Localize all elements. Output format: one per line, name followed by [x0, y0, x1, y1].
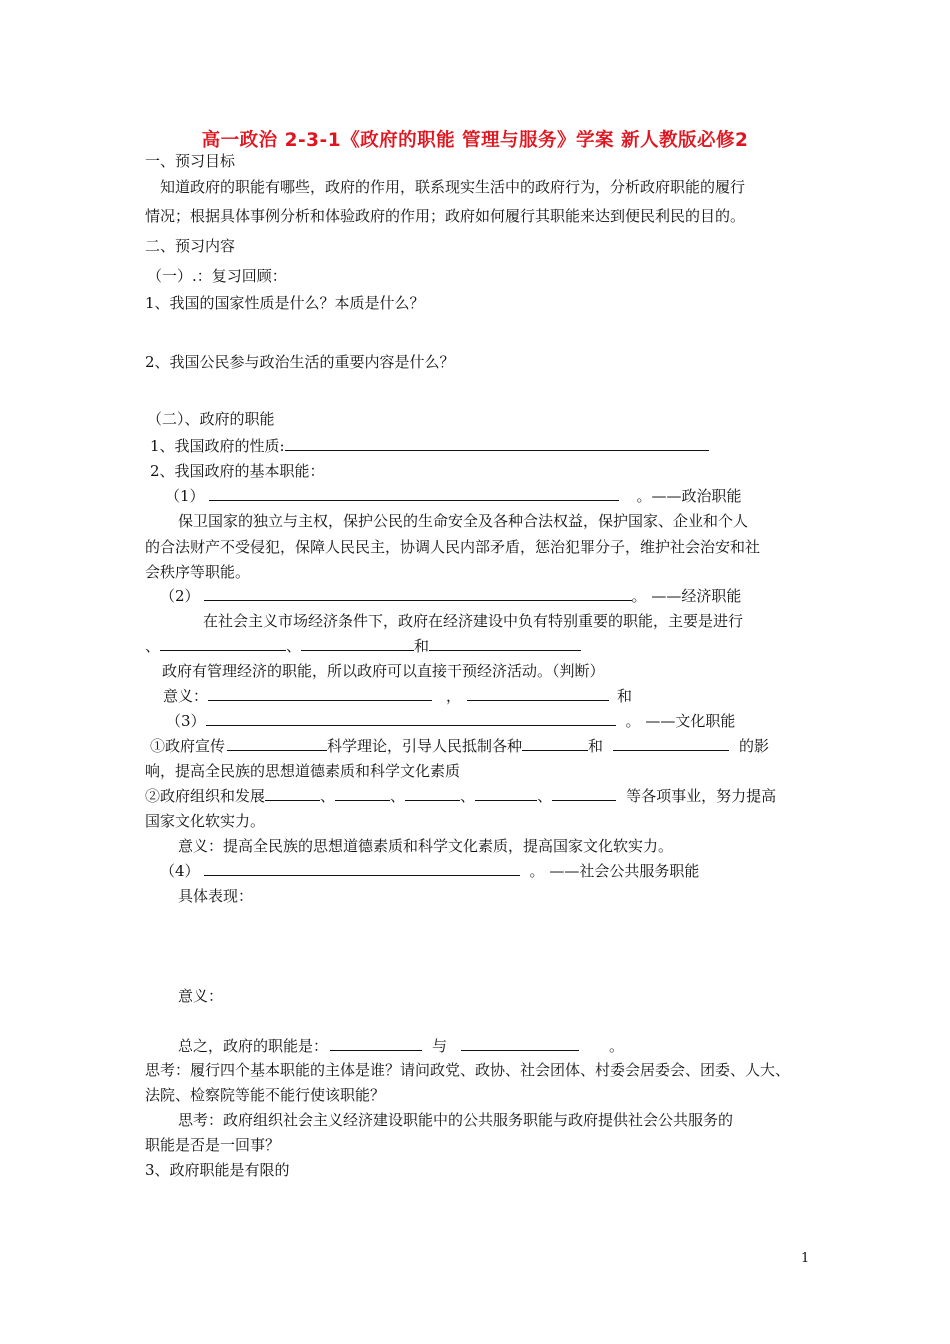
text: 。: [609, 1037, 625, 1055]
function-1-blank[interactable]: [209, 486, 619, 501]
cultural-line-3: [145, 786, 776, 806]
comma: ，: [446, 687, 462, 705]
text: 科学理论，引导人民抵制各种: [327, 737, 523, 755]
text: 等各项事业，努力提高: [626, 787, 777, 805]
economic-meaning-row: [163, 686, 632, 706]
cultural-line-1: [150, 736, 769, 756]
limited-functions-heading: 3、政府职能是有限的: [145, 1161, 290, 1179]
cultural-line-2: 响，提高全民族的思想道德素质和科学文化素质: [145, 762, 461, 780]
separator: 、: [320, 787, 336, 805]
section-heading-preview-goals: 一、预习目标: [145, 152, 236, 170]
function-3-number: （3）: [166, 712, 206, 730]
cultural-blank-8[interactable]: [552, 786, 616, 801]
function-2-number: （2）: [160, 587, 200, 605]
economic-blank-3[interactable]: [429, 636, 581, 651]
function-4-blank[interactable]: [204, 861, 520, 876]
think-2-line-1: 思考：政府组织社会主义经济建设职能中的公共服务职能与政府提供社会公共服务的: [178, 1111, 734, 1129]
function-4-tail: 。 ——社会公共服务职能: [529, 862, 700, 880]
text: 与: [432, 1037, 448, 1055]
section-heading-preview-content: 二、预习内容: [145, 237, 236, 255]
separator: 、: [286, 637, 302, 655]
function-1-row: [165, 486, 742, 506]
cultural-blank-2[interactable]: [522, 736, 588, 751]
economic-desc-line-1: 在社会主义市场经济条件下，政府在经济建设中负有特别重要的职能，主要是进行: [203, 612, 744, 630]
government-nature-blank[interactable]: [285, 436, 709, 451]
function-2-tail: 。 ——经济职能: [631, 587, 742, 605]
summary-blank-2[interactable]: [461, 1036, 579, 1051]
cultural-blank-1[interactable]: [227, 736, 327, 751]
economic-blank-1[interactable]: [160, 636, 286, 651]
page-number: 1: [801, 1251, 810, 1266]
political-desc-line-3: 会秩序等职能。: [145, 563, 251, 581]
subheading-review: （一）.：复习回顾：: [147, 267, 287, 285]
function-2-row: [160, 586, 741, 606]
conjunction: 和: [617, 687, 633, 705]
separator: 、: [145, 637, 161, 655]
separator: 、: [460, 787, 476, 805]
text: 的影: [739, 737, 770, 755]
meaning-label: 意义：: [163, 687, 209, 705]
function-1-tail: 。——政治职能: [636, 487, 742, 505]
cultural-blank-5[interactable]: [335, 786, 390, 801]
function-3-tail: 。 ——文化职能: [625, 712, 736, 730]
basic-functions-label: 2、我国政府的基本职能：: [150, 462, 325, 480]
goals-text-line-1: 知道政府的职能有哪些，政府的作用，联系现实生活中的政府行为，分析政府职能的履行: [160, 178, 746, 196]
political-desc-line-2: 的合法财产不受侵犯，保障人民民主，协调人民内部矛盾，惩治犯罪分子，维护社会治安和社: [145, 538, 761, 556]
function-1-number: （1）: [165, 487, 205, 505]
economic-blanks-row: [145, 636, 581, 656]
concrete-performance-label: 具体表现：: [178, 887, 254, 905]
think-2-line-2: 职能是否是一回事？: [145, 1136, 281, 1154]
function-4-number: （4）: [160, 862, 200, 880]
text: 总之，政府的职能是：: [178, 1037, 329, 1055]
separator: 、: [390, 787, 406, 805]
text: ①政府宣传: [150, 737, 226, 755]
page-title: 高一政治 2-3-1《政府的职能 管理与服务》学案 新人教版必修2: [201, 130, 749, 151]
government-nature-row: [150, 436, 709, 456]
economic-blank-2[interactable]: [301, 636, 414, 651]
question-2: 2、我国公民参与政治生活的重要内容是什么？: [145, 353, 455, 371]
function-2-blank[interactable]: [204, 586, 632, 601]
cultural-blank-6[interactable]: [405, 786, 460, 801]
economic-judge-statement: 政府有管理经济的职能，所以政府可以直接干预经济活动。（判断）: [162, 662, 605, 680]
government-nature-label: 1、我国政府的性质:: [150, 437, 285, 455]
think-1-line-2: 法院、检察院等能不能行使该职能？: [145, 1086, 386, 1104]
cultural-line-4: 国家文化软实力。: [145, 812, 266, 830]
political-desc-line-1: 保卫国家的独立与主权，保护公民的生命安全及各种合法权益，保护国家、企业和个人: [178, 512, 749, 530]
conjunction: 和: [414, 637, 430, 655]
cultural-blank-4[interactable]: [265, 786, 320, 801]
text: ②政府组织和发展: [145, 787, 266, 805]
goals-text-line-2: 情况；根据具体事例分析和体验政府的作用；政府如何履行其职能来达到便民利民的目的。: [145, 207, 746, 225]
separator: 、: [537, 787, 553, 805]
public-service-meaning-label: 意义：: [178, 987, 224, 1005]
summary-row: [178, 1036, 624, 1056]
function-4-row: [160, 861, 699, 881]
subheading-government-functions: （二）、政府的职能: [147, 410, 275, 428]
cultural-blank-3[interactable]: [613, 736, 729, 751]
meaning-blank-1[interactable]: [208, 686, 432, 701]
cultural-blank-7[interactable]: [475, 786, 537, 801]
summary-blank-1[interactable]: [330, 1036, 422, 1051]
function-3-row: [166, 711, 735, 731]
text: 和: [588, 737, 604, 755]
meaning-blank-2[interactable]: [467, 686, 609, 701]
cultural-meaning: 意义：提高全民族的思想道德素质和科学文化素质，提高国家文化软实力。: [178, 837, 674, 855]
think-1-line-1: 思考：履行四个基本职能的主体是谁？请问政党、政协、社会团体、村委会居委会、团委、人大、: [145, 1061, 791, 1079]
question-1: 1、我国的国家性质是什么？本质是什么？: [145, 294, 425, 312]
function-3-blank[interactable]: [206, 711, 616, 726]
